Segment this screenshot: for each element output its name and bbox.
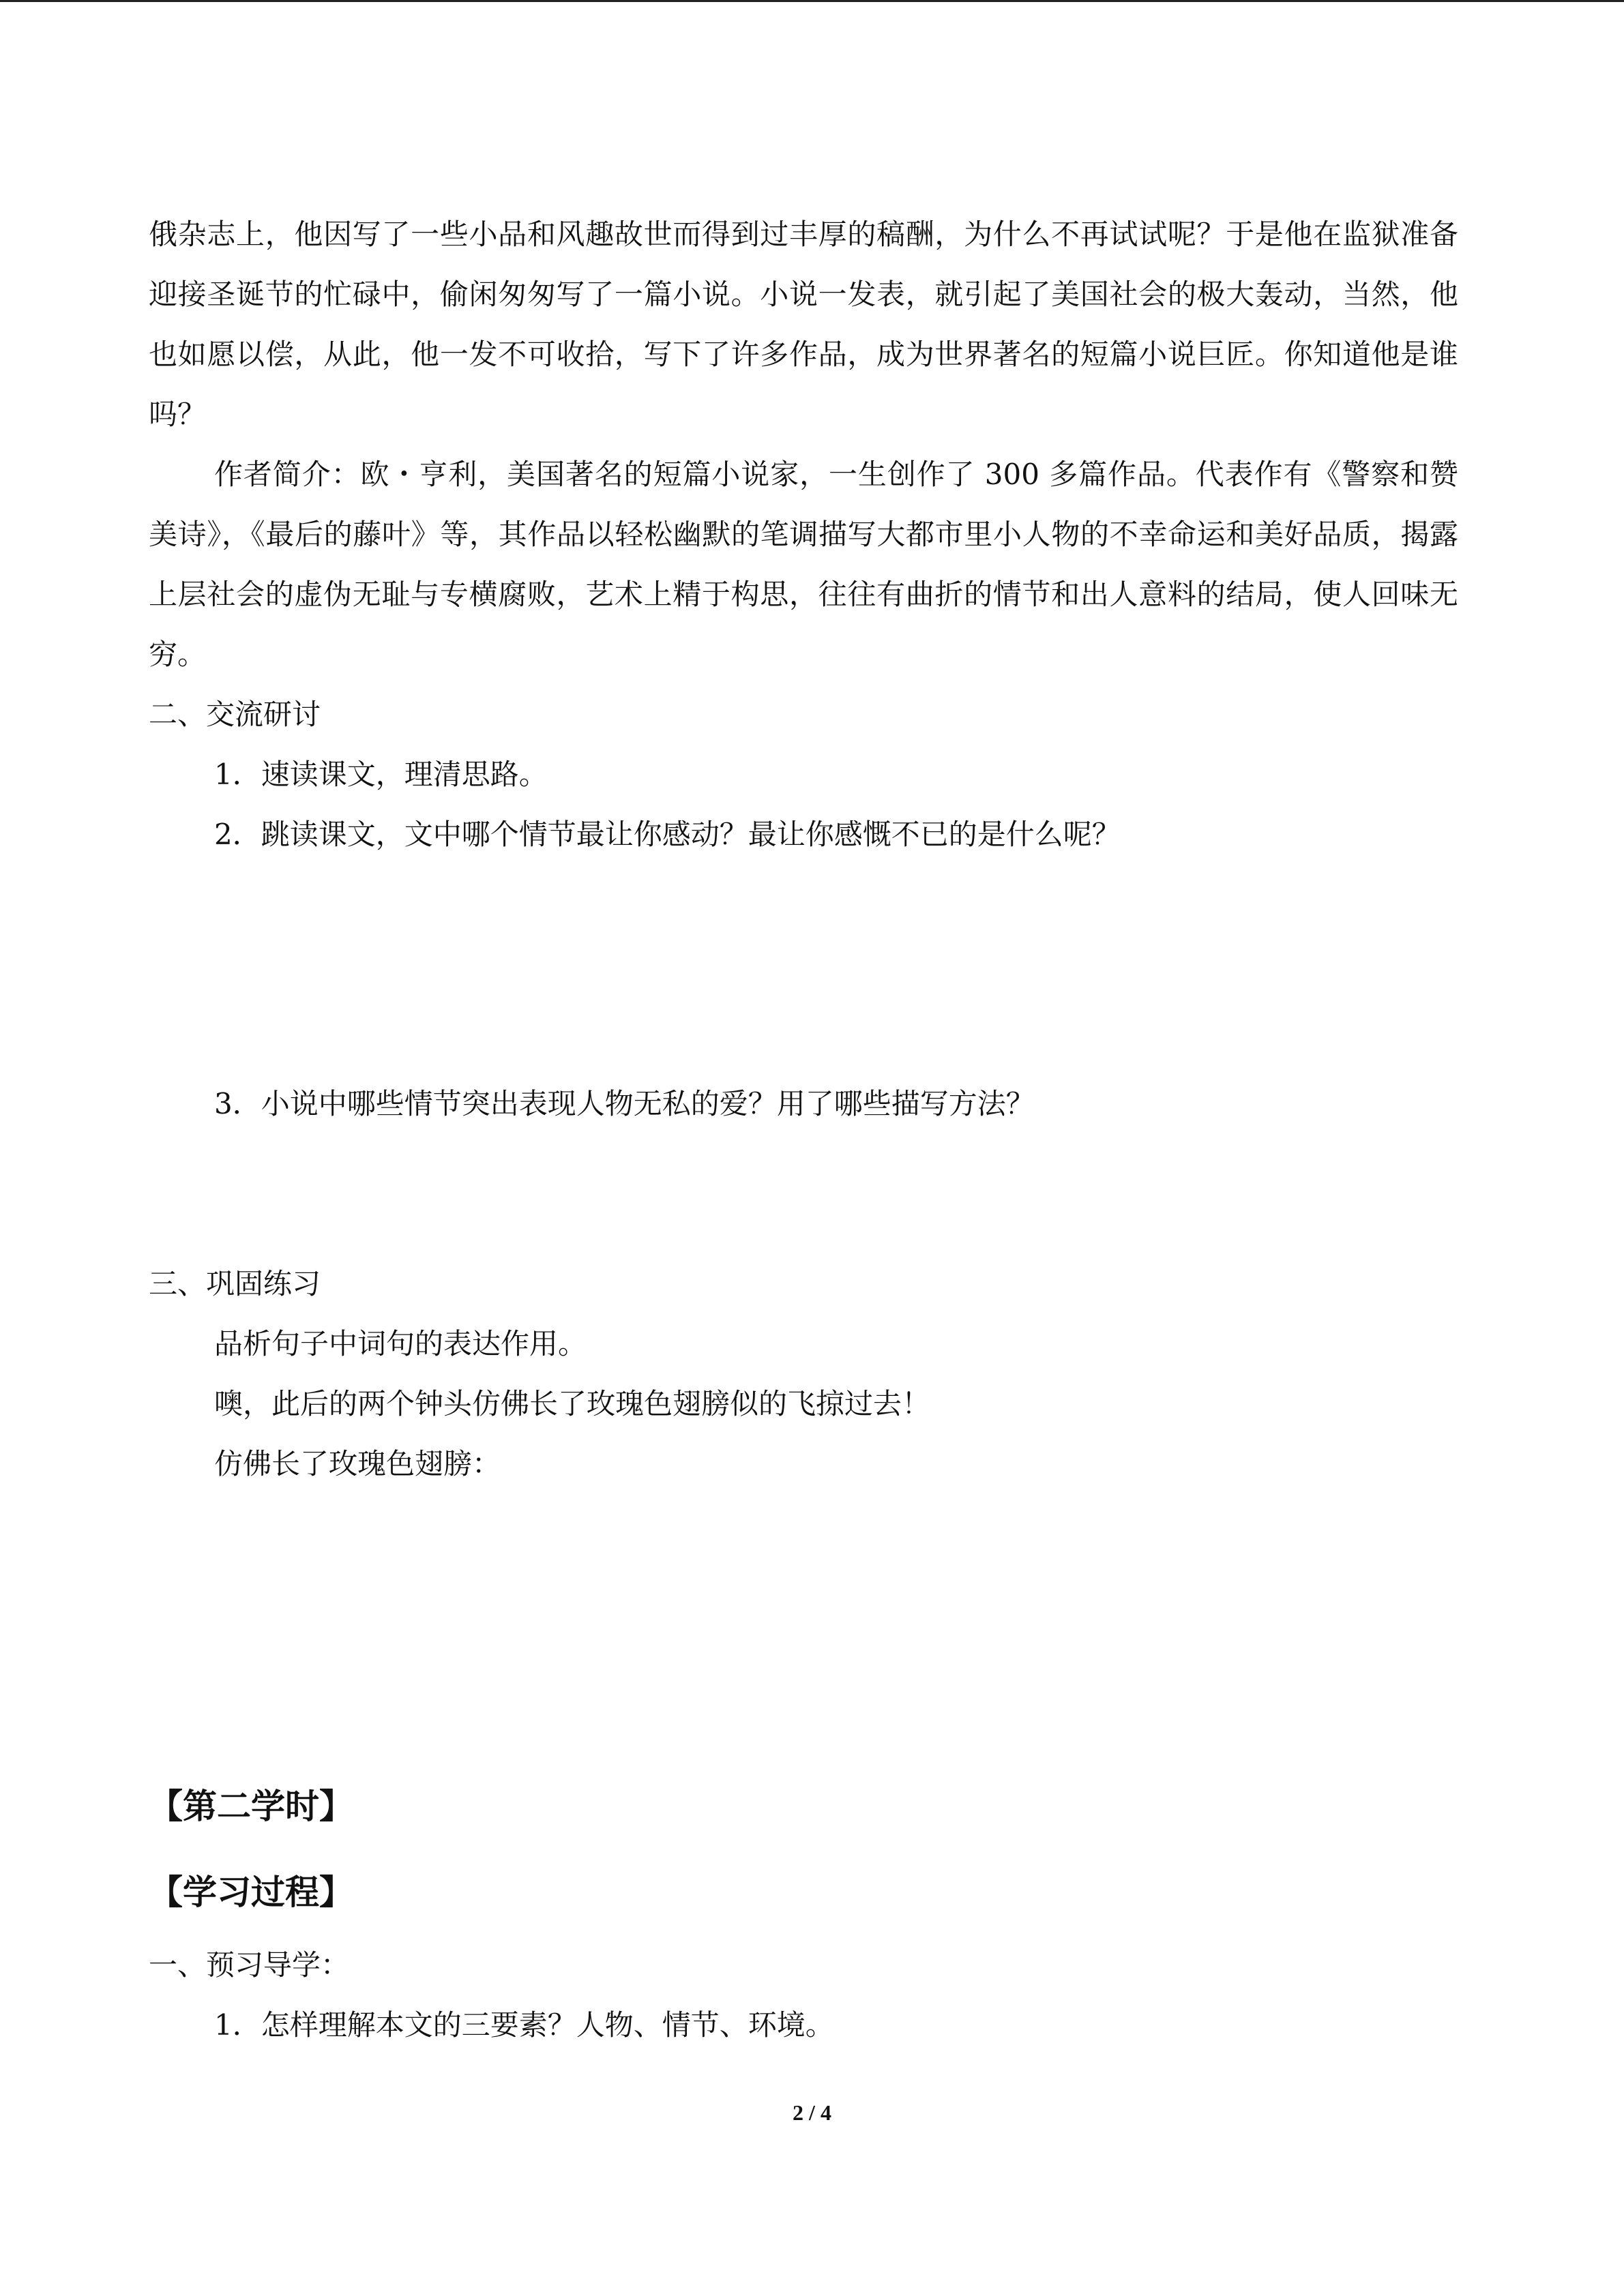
page-number: 2 / 4 [793, 2100, 831, 2125]
practice-instruction: 品析句子中词句的表达作用。 [214, 1327, 587, 1360]
preview-item-1: 1．怎样理解本文的三要素？人物、情节、环境。 [214, 2008, 834, 2042]
section-heading-practice: 三、巩固练习 [149, 1267, 321, 1300]
question-item-2: 2．跳读课文，文中哪个情节最让你感动？最让你感慨不已的是什么呢？ [214, 818, 1121, 851]
top-border-line [0, 0, 1624, 2]
answer-space [149, 865, 1458, 1074]
section-heading-discussion: 二、交流研讨 [149, 698, 321, 731]
document-body [149, 205, 1458, 2055]
practice-sentence: 噢，此后的两个钟头仿佛长了玫瑰色翅膀似的飞掠过去！ [214, 1387, 931, 1420]
practice-prompt: 仿佛长了玫瑰色翅膀： [214, 1447, 501, 1480]
lesson-two-title: 【第二学时】 [149, 1787, 353, 1826]
answer-space [149, 1494, 1458, 1763]
author-intro-paragraph: 作者简介：欧・亨利，美国著名的短篇小说家，一生创作了 300 多篇作品。代表作有《警察和赞美诗》，《最后的藤叶》等，其作品以轻松幽默的笔调描写大都市里小人物的不幸命运和美好品质，揭露上层社会的虚伪无耻与专横腐败，艺术上精于构思，往往有曲折的情节和出人意料的结局，使人回味无穷。 [149, 458, 1458, 671]
question-item-1: 1．速读课文，理清思路。 [214, 758, 548, 791]
intro-paragraph: 俄杂志上，他因写了一些小品和风趣故世而得到过丰厚的稿酬，为什么不再试试呢？于是他在监狱准备迎接圣诞节的忙碌中，偷闲匆匆写了一篇小说。小说一发表，就引起了美国社会的极大轰动，当然，他也如愿以偿，从此，他一发不可收拾，写下了许多作品，成为世界著名的短篇小说巨匠。你知道他是谁吗？ [149, 218, 1458, 431]
section-heading-preview: 一、预习导学： [149, 1948, 350, 1982]
answer-space [149, 1134, 1458, 1254]
question-item-3: 3．小说中哪些情节突出表现人物无私的爱？用了哪些描写方法？ [214, 1087, 1035, 1120]
learning-process-title: 【学习过程】 [149, 1873, 353, 1912]
